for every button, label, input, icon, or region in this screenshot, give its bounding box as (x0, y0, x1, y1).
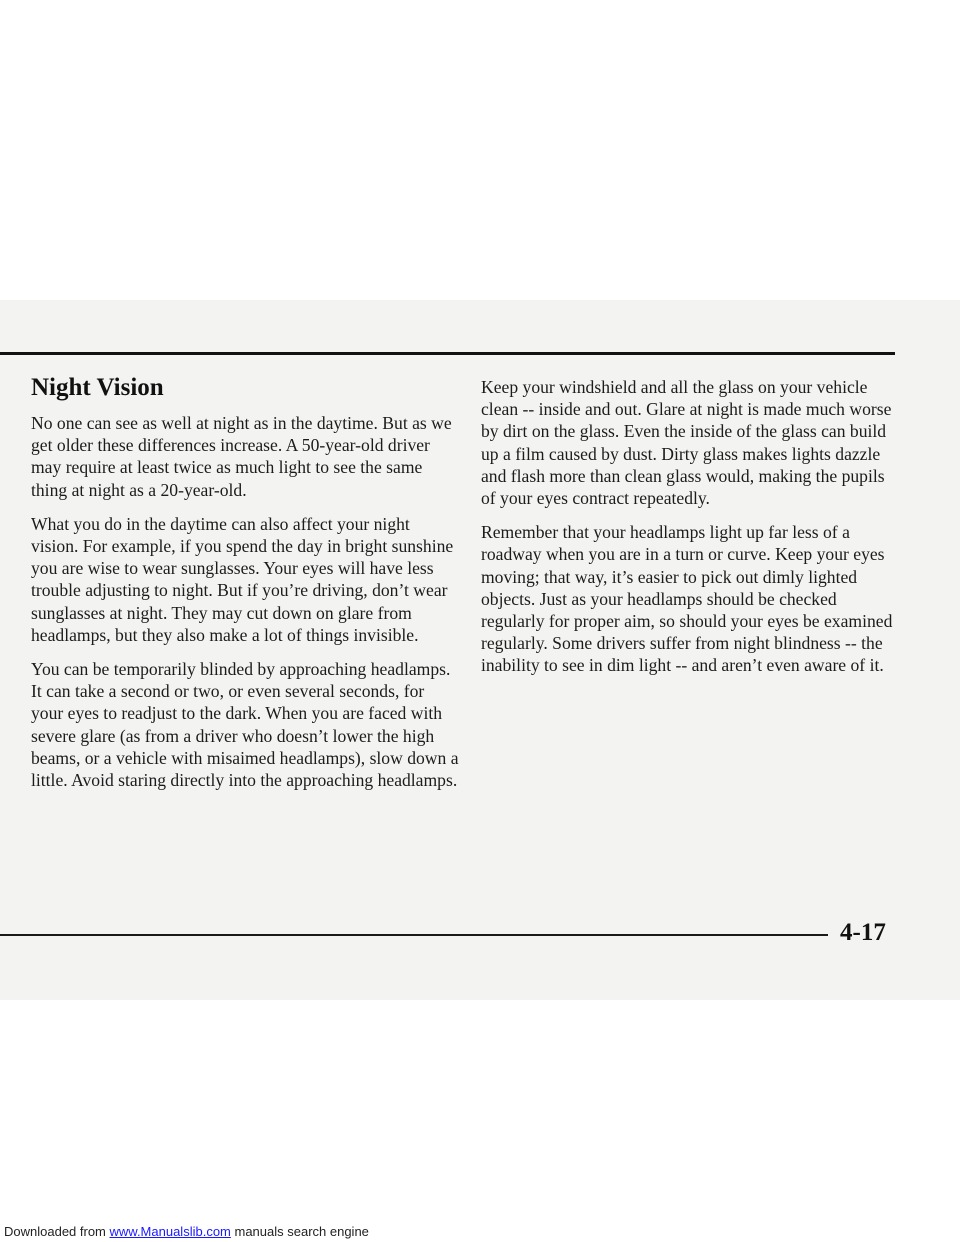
footer-prefix: Downloaded from (4, 1224, 110, 1239)
bottom-divider (0, 934, 828, 936)
paragraph: No one can see as well at night as in the daytime. But as we get older these differences increase. A 50-year-old driver may require at least twice as much light to see the same thing at night as a 20-year-old. (31, 413, 452, 500)
footer-suffix: manuals search engine (230, 1224, 369, 1239)
page-number: 4-17 (840, 919, 886, 946)
paragraph: What you do in the daytime can also affect your night vision. For example, if you spend the day in bright sunshine you are wise to wear sunglasses. Your eyes will have less trouble adjusting to night. But if you’re driving, don’t wear sunglasses at night. They may cut down on glare from headlamps, but they also make a lot of things invisible. (31, 513, 454, 645)
top-divider (0, 352, 895, 355)
manualslib-link[interactable]: www.Manualslib.com (109, 1224, 231, 1239)
paragraph: Remember that your headlamps light up far less of a roadway when you are in a turn or curve. Keep your eyes moving; that way, it’s easier to pick out dimly lighted objects. Just as your headlamps should be checked regularly for proper aim, so should your eyes be examined regularly. Some drivers suffer from night blindness -- the inability to see in dim light -- and aren’t even aware of it. (481, 522, 893, 676)
left-column (31, 412, 459, 803)
section-heading: Night Vision (31, 374, 164, 401)
right-column (481, 376, 893, 689)
download-footer (4, 1224, 369, 1240)
paragraph: You can be temporarily blinded by approaching headlamps. It can take a second or two, or even several seconds, for your eyes to readjust to the dark. When you are faced with severe glare (as from a driver who doesn’t lower the high beams, or a vehicle with misaimed headlamps), slow down a little. Avoid staring directly into the approaching headlamps. (31, 659, 459, 791)
paragraph: Keep your windshield and all the glass on your vehicle clean -- inside and out. Glare at night is made much worse by dirt on the glass. Even the inside of the glass can build up a film caused by dust. Dirty glass makes lights dazzle and flash more than clean glass would, making the pupils of your eyes contract repeatedly. (481, 377, 892, 509)
